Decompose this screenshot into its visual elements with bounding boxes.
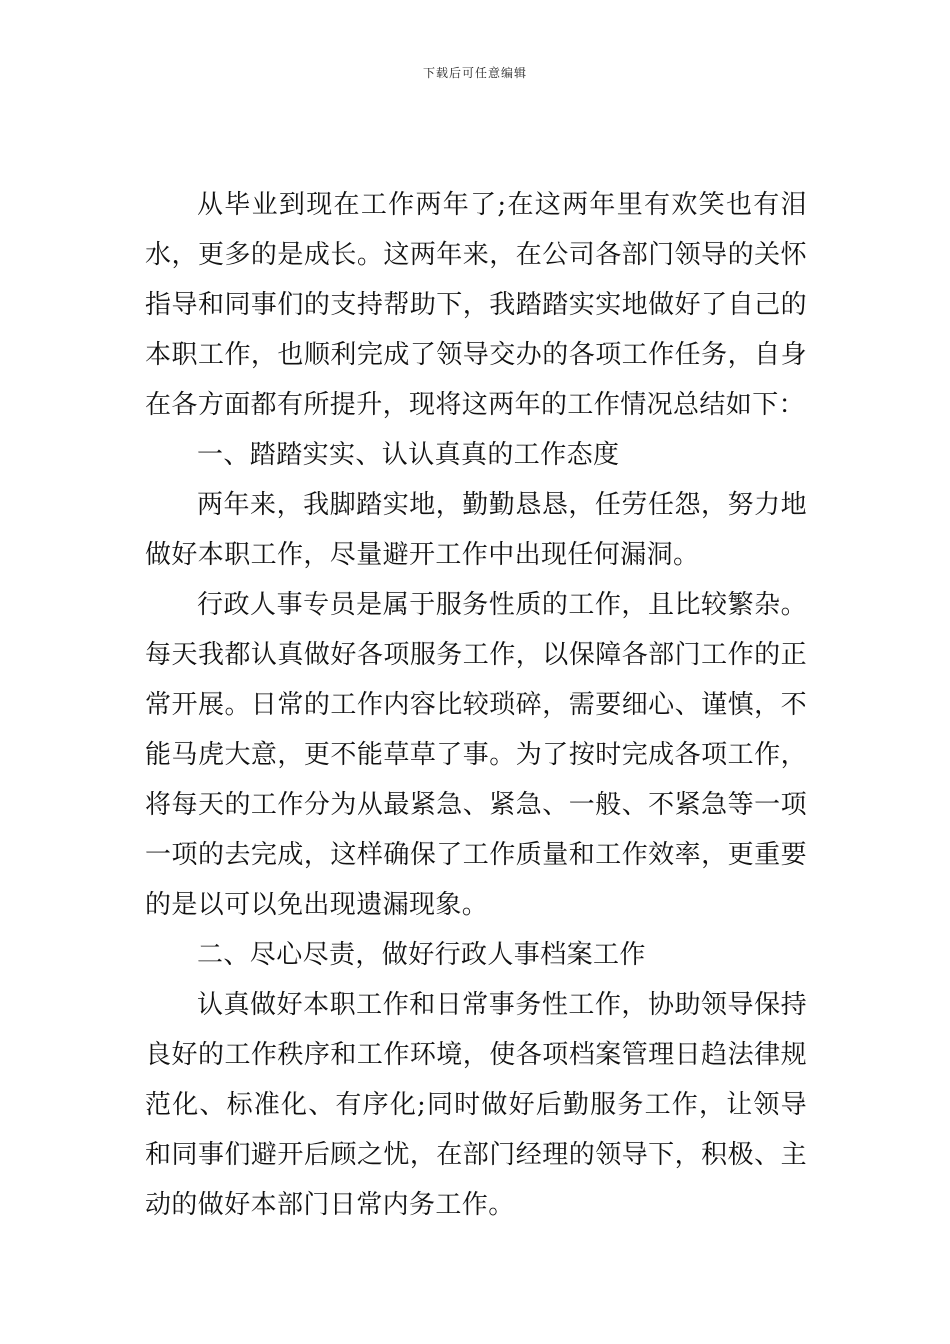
body-paragraph: 认真做好本职工作和日常事务性工作，协助领导保持良好的工作秩序和工作环境，使各项档案管理日趋法律规范化、标准化、有序化;同时做好后勤服务工作，让领导和同事们避开后顾之忧，在部门经理的领导下，积极、主动的做好本部门日常内务工作。 <box>145 990 807 1220</box>
section-heading-2: 二、尽心尽责，做好行政人事档案工作 <box>197 940 646 970</box>
body-paragraph: 两年来，我脚踏实地，勤勤恳恳，任劳任怨，努力地做好本职工作，尽量避开工作中出现任何漏洞。 <box>145 490 807 570</box>
section-heading-1: 一、踏踏实实、认认真真的工作态度 <box>197 440 620 470</box>
document-body <box>145 180 807 1230</box>
intro-paragraph: 从毕业到现在工作两年了;在这两年里有欢笑也有泪水，更多的是成长。这两年来，在公司各部门领导的关怀指导和同事们的支持帮助下，我踏踏实实地做好了自己的本职工作，也顺利完成了领导交办的各项工作任务，自身在各方面都有所提升，现将这两年的工作情况总结如下： <box>145 190 807 420</box>
body-paragraph: 行政人事专员是属于服务性质的工作，且比较繁杂。每天我都认真做好各项服务工作，以保障各部门工作的正常开展。日常的工作内容比较琐碎，需要细心、谨慎，不能马虎大意，更不能草草了事。为了按时完成各项工作，将每天的工作分为从最紧急、紧急、一般、不紧急等一项一项的去完成，这样确保了工作质量和工作效率，更重要的是以可以免出现遗漏现象。 <box>145 590 807 920</box>
page-header-note: 下载后可任意编辑 <box>422 66 527 80</box>
